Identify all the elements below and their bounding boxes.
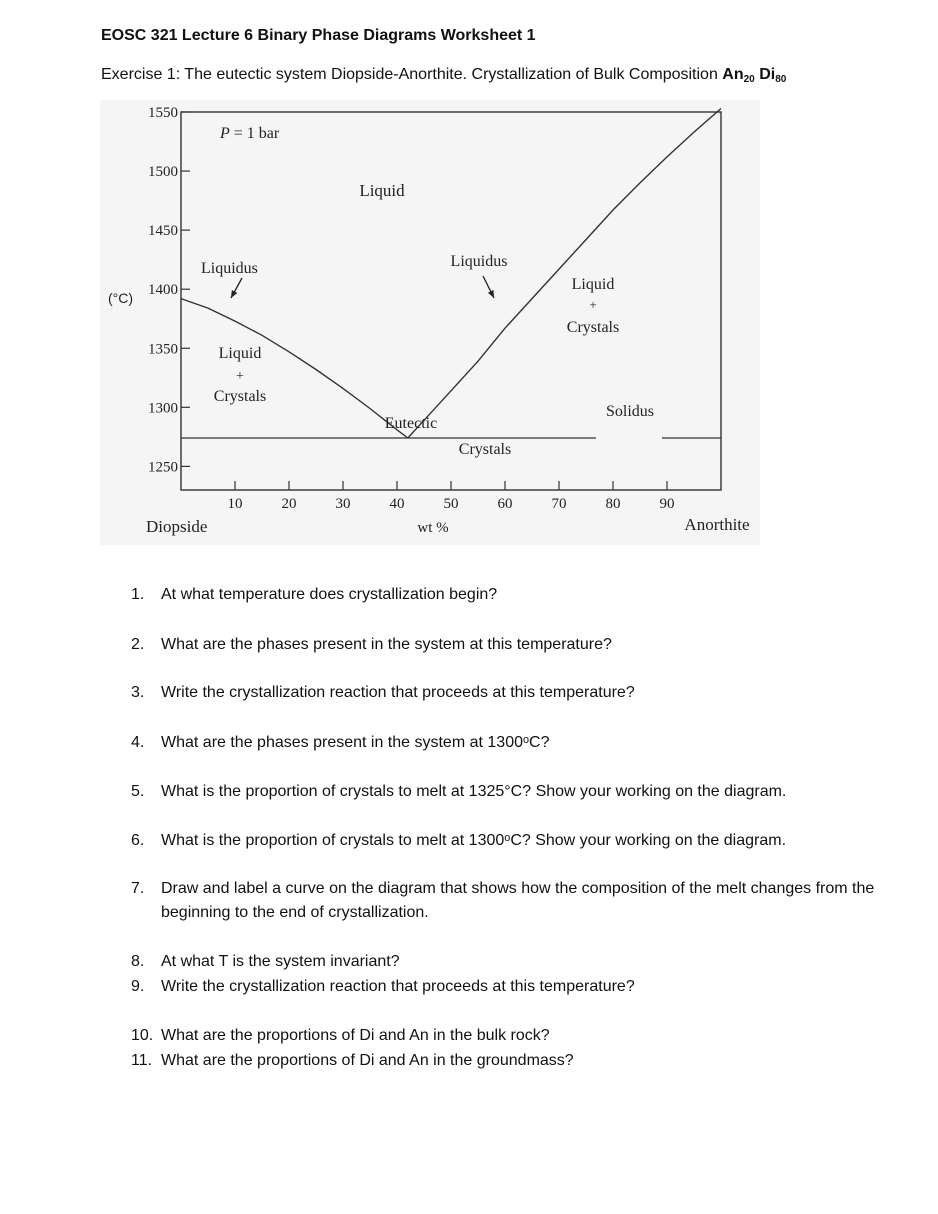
- x-tick-label: 20: [281, 496, 297, 512]
- question-number: 10.: [131, 1027, 154, 1044]
- x-axis-label: wt %: [417, 520, 449, 536]
- y-tick-label: 1250: [148, 459, 178, 476]
- x-tick-label: 50: [443, 496, 459, 512]
- x-tick-label: 70: [551, 496, 567, 512]
- question-item: [131, 877, 881, 925]
- question-item: [131, 731, 881, 755]
- question-text: What is the proportion of crystals to melt at 1325°C? Show your working on the diagram.: [161, 783, 787, 800]
- right-crystals-label: Crystals: [566, 319, 620, 336]
- x-tick-label: 80: [605, 496, 621, 512]
- question-number: 6.: [131, 832, 145, 849]
- liquidus-left-label: Liquidus: [201, 260, 258, 277]
- question-text: At what T is the system invariant?: [161, 953, 400, 970]
- x-tick-label: 10: [227, 496, 243, 512]
- question-text: Write the crystallization reaction that proceeds at this temperature?: [161, 684, 635, 701]
- question-number: 1.: [131, 586, 145, 603]
- question-item: [131, 1024, 881, 1048]
- right-component-label: Anorthite: [684, 515, 750, 534]
- question-item: [131, 780, 881, 804]
- page-title: EOSC 321 Lecture 6 Binary Phase Diagrams Worksheet 1: [101, 27, 536, 44]
- y-tick-label: 1450: [148, 223, 178, 240]
- question-number: 11.: [131, 1052, 153, 1069]
- question-text: What are the proportions of Di and An in the groundmass?: [161, 1052, 574, 1069]
- subsolidus-crystals-label: Crystals: [458, 441, 512, 458]
- pressure-label: P = 1 bar: [220, 125, 280, 142]
- right-plus-label: +: [589, 297, 597, 312]
- x-tick-label: 40: [389, 496, 405, 512]
- y-tick-label: 1550: [148, 105, 178, 121]
- question-item: [131, 633, 881, 657]
- eutectic-label: Eutectic: [384, 415, 438, 432]
- y-tick-label: 1500: [148, 164, 178, 181]
- question-number: 3.: [131, 684, 145, 701]
- question-text: At what temperature does crystallization begin?: [161, 586, 498, 603]
- x-tick-label: 30: [335, 496, 351, 512]
- y-tick-label: 1300: [148, 400, 178, 417]
- liquid-field-label: Liquid: [359, 181, 405, 200]
- x-tick-label: 90: [659, 496, 675, 512]
- question-number: 4.: [131, 734, 145, 751]
- question-item: [131, 1049, 881, 1073]
- exercise-text: Exercise 1: The eutectic system Diopside-Anorthite. Crystallization of Bulk Composition: [101, 66, 723, 83]
- left-component-label: Diopside: [146, 517, 208, 536]
- question-text: What are the phases present in the system at this temperature?: [161, 636, 612, 653]
- question-item: [131, 583, 881, 607]
- bulk-composition: $An_{20}$ $Di_{80}$: [722, 66, 787, 85]
- question-number: 8.: [131, 953, 145, 970]
- question-number: 7.: [131, 880, 145, 897]
- liquidus-right-label: Liquidus: [450, 253, 508, 270]
- figure-background: [100, 100, 760, 545]
- question-item: [131, 681, 881, 705]
- y-tick-label: 1400: [148, 282, 178, 299]
- question-number: 2.: [131, 636, 145, 653]
- question-text: Write the crystallization reaction that proceeds at this temperature?: [161, 978, 635, 995]
- question-text: What are the proportions of Di and An in the bulk rock?: [161, 1027, 550, 1044]
- left-liquid-label: Liquid: [218, 345, 262, 362]
- x-tick-label: 60: [497, 496, 513, 512]
- left-plus-label: +: [236, 369, 244, 384]
- question-item: [131, 829, 881, 853]
- question-item: [131, 975, 881, 999]
- question-text: What is the proportion of crystals to melt at 1300ᵒC? Show your working on the diagram.: [161, 832, 787, 849]
- phase-diagram-svg: [100, 100, 760, 545]
- right-liquid-label: Liquid: [571, 276, 615, 293]
- y-unit-label: (°C): [108, 290, 134, 306]
- question-item: [131, 950, 881, 974]
- question-number: 5.: [131, 783, 145, 800]
- left-crystals-label: Crystals: [213, 388, 267, 405]
- question-text: What are the phases present in the system at 1300ᵒC?: [161, 734, 550, 751]
- question-number: 9.: [131, 978, 145, 995]
- solidus-label: Solidus: [605, 403, 655, 420]
- question-text: Draw and label a curve on the diagram that shows how the composition of the melt changes from the beginning to the end of crystallization.: [161, 880, 875, 921]
- exercise-heading: [101, 66, 786, 85]
- phase-diagram: [100, 100, 760, 545]
- y-tick-label: 1350: [148, 341, 178, 358]
